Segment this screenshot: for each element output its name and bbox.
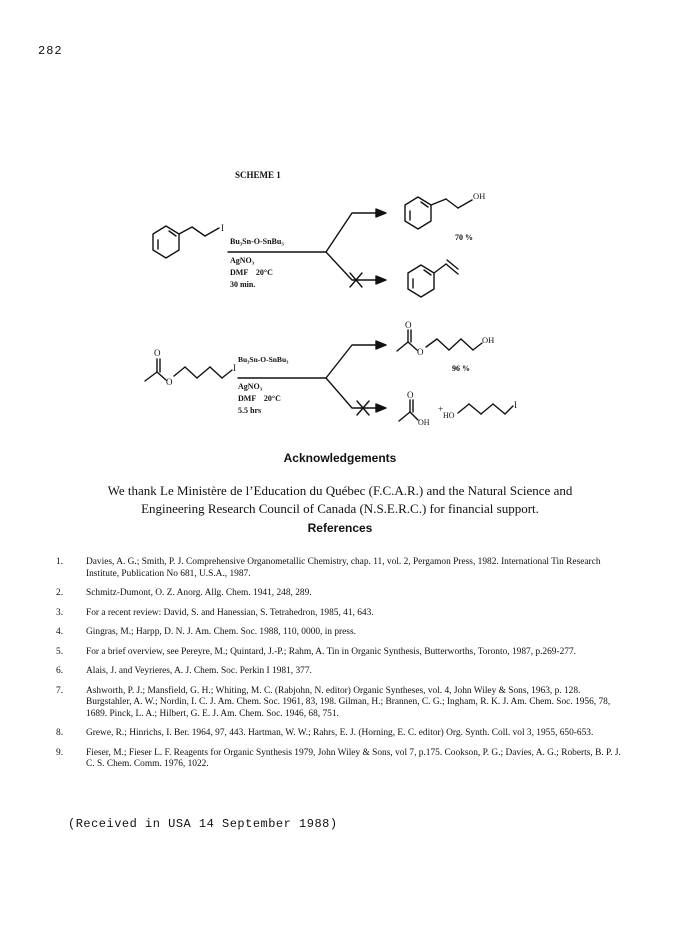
reference-item: 5. For a brief overview, see Pereyre, M.; Quintard, J.-P.; Rahm, A. Tin in Organic Synthesis, Butterworths, Toronto, 1987, p.269-277. [56,646,577,657]
page-number: 282 [38,44,63,58]
reference-item: 8. Grewe, R.; Hinrichs, I. Ber. 1964, 97, 443. Hartman, W. W.; Rahrs, E. J. (Horning, E. C. editor) Org. Synth. Coll. vol 3, 1955, 650-653. [56,728,594,738]
r2-condition-2: DMF 20°C [238,394,281,403]
acknowledgements-text: We thank Le Ministère de l’Education du Québec (F.C.A.R.) and the Natural Science and Engineering Research Council of Canada (N.S.E.R.C.) for financial support. [107,483,573,516]
hydroxyalkyl-acetate-structure [397,330,482,351]
reference-item: 2. Schmitz-Dumont, O. Z. Anorg. Allg. Chem. 1941, 248, 289. [56,588,312,598]
reference-item: 9. Fieser, M.; Fieser L. F. Reagents for Organic Synthesis 1979, John Wiley & Sons, vol 7, p.175. Cookson, P. G.; Davies, A. G.; Roberts, B. P. J. C. S. Chem. Comm. 1976, 1022. [56,747,621,769]
r1-product-oh: OH [473,191,486,201]
reaction2-arrowhead-up [376,341,386,349]
reference-item: 7. Ashworth, P. J.; Mansfield, G. H.; Whiting, M. C. (Rabjohn, N. editor) Organic Syntheses, vol. 4, John Wiley & Sons, 1963, p. 128. Burgstahler, A. W.; Nordin, I. C. J. Am. Chem. Soc. 1961, 83, 198. Gilman, H.; Brannen, C. G.; Ingham, R. K. J. Am. Chem. Soc. 1956, 78, 1689. Pinck, L. A.; Hilbert, G. E. J. Am. Chem. Soc. 1946, 68, 751. [56,685,611,719]
r1-yield: 70 % [455,233,473,242]
r1-substrate-iodine: I [221,223,224,233]
scheme-title: SCHEME 1 [235,170,281,180]
r2-substrate-iodine: I [233,363,236,373]
phenethyl-alcohol-structure [405,197,472,229]
r2-product-oh: OH [482,335,495,345]
r2-substrate-ester-o: O [166,377,173,387]
r2-side-ho: HO [443,411,455,420]
references-list [56,557,624,779]
r2-condition-1: AgNO₃ [238,382,263,391]
reaction1-arrowhead-up [376,209,386,217]
scheme-1-figure [0,0,680,460]
reaction1-arrowhead-down [376,276,386,284]
reference-item: 6. Alais, J. and Veyrieres, A. J. Chem. Soc. Perkin I 1981, 377. [56,666,312,676]
iodoalcohol-structure [458,404,513,414]
styrene-structure [408,260,458,297]
iodoalkyl-acetate-structure [145,359,232,381]
r2-product-ester-o: O [417,347,424,357]
references-heading: References [307,521,373,535]
r1-reagent: Bu₃Sn-O-SnBu₃ [230,237,284,246]
r2-plus-sign: + [438,404,444,414]
r2-substrate-carbonyl-o: O [154,348,161,358]
r1-condition-2: DMF 20°C [230,268,273,277]
r2-reagent: Bu₃Sn-O-SnBu₃ [238,355,289,364]
reaction2-branch-up [326,345,378,378]
reference-item: 4. Gingras, M.; Harpp, D. N. J. Am. Chem. Soc. 1988, 110, 0000, in press. [56,627,356,637]
r2-side-oh: OH [418,418,430,427]
r1-condition-3: 30 min. [230,280,256,289]
reaction1-branch-up [326,213,378,252]
acetic-acid-structure [399,400,418,421]
r1-condition-1: AgNO₃ [230,256,255,265]
r2-side-carbonyl-o: O [407,390,414,400]
reaction2-arrowhead-down [376,404,386,412]
r2-side-iodine: I [514,400,517,410]
r2-product-carbonyl-o: O [405,320,412,330]
reference-item: 1. Davies, A. G.; Smith, P. J. Comprehensive Organometallic Chemistry, chap. 11, vol. 2, Pergamon Press, 1982. International Tin Research Institute, Publication No 681, U.S.A., 1987. [56,557,601,579]
received-date: (Received in USA 14 September 1988) [68,817,338,831]
acknowledgements-heading: Acknowledgements [283,451,397,465]
r2-yield: 96 % [452,364,470,373]
reference-item: 3. For a recent review: David, S. and Hanessian, S. Tetrahedron, 1985, 41, 643. [56,607,374,618]
reaction2-branch-down [326,378,378,408]
r2-condition-3: 5.5 hrs [238,406,262,415]
phenethyl-iodide-structure [153,226,219,258]
